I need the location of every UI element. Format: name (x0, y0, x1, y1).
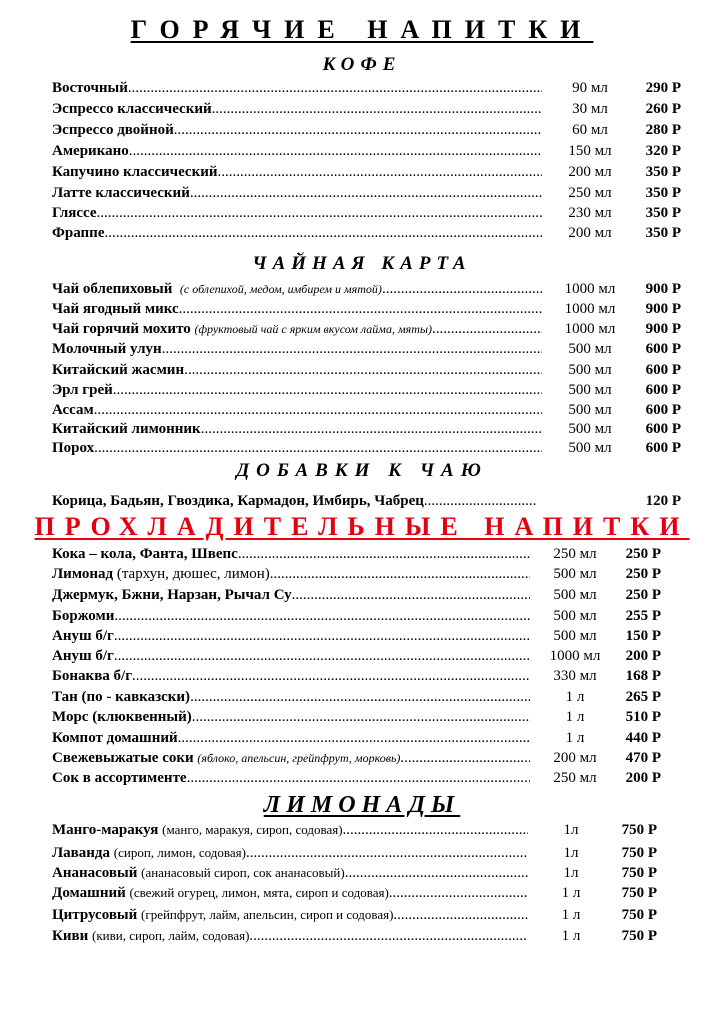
item-volume: 1л (563, 845, 579, 861)
menu-item-row (52, 421, 542, 441)
item-volume: 1л (563, 865, 579, 881)
item-name: Фраппе (52, 225, 105, 241)
dot-leader (192, 709, 530, 726)
item-volume: 500 мл (553, 587, 597, 603)
menu-item-row (52, 628, 530, 648)
item-volume: 1000 мл (549, 648, 601, 664)
section-title-hot-drinks: ГОРЯЧИЕ НАПИТКИ (130, 15, 594, 44)
item-name: Киви (52, 928, 89, 944)
menu-item-row (52, 770, 530, 790)
item-name: Манго-маракуя (52, 822, 159, 838)
dot-leader (212, 101, 542, 118)
menu-item-row (52, 566, 530, 586)
item-volume: 250 мл (553, 546, 597, 562)
item-price: 350 Р (645, 205, 681, 221)
item-price: 150 Р (625, 628, 661, 644)
item-name: Чай горячий мохито (52, 321, 191, 337)
item-price: 260 Р (645, 101, 681, 117)
item-name: Американо (52, 143, 129, 159)
dot-leader (187, 770, 530, 787)
item-name: Домашний (52, 885, 126, 901)
item-volume: 230 мл (568, 205, 612, 221)
item-note: (грейпфрут, лайм, апельсин, сироп и содовая) (141, 907, 394, 922)
item-price: 750 Р (621, 822, 657, 838)
item-volume: 1 л (561, 928, 581, 944)
dot-leader (97, 205, 542, 222)
item-volume: 500 мл (553, 566, 597, 582)
item-name: Свежевыжатые соки (52, 750, 194, 766)
dot-leader (238, 546, 530, 563)
menu-item-row (52, 122, 542, 142)
item-name: Чай облепиховый (52, 281, 173, 297)
menu-item-row (52, 205, 542, 225)
item-volume: 200 мл (568, 164, 612, 180)
item-volume: 330 мл (553, 668, 597, 684)
item-note: (фруктовый чай с ярким вкусом лайма, мяты) (194, 322, 432, 336)
menu-item-row (52, 440, 542, 460)
item-volume: 200 мл (553, 750, 597, 766)
item-price: 250 Р (625, 566, 661, 582)
menu-item-row (52, 321, 542, 341)
menu-item-row (52, 341, 542, 361)
item-name: Лимонад (52, 566, 114, 582)
menu-item-row (52, 546, 530, 566)
dot-leader (132, 668, 530, 685)
menu-item-row (52, 865, 528, 885)
dot-leader (179, 301, 542, 318)
dot-leader (343, 822, 528, 839)
item-note: (с облепихой, медом, имбирем и мятой) (179, 282, 382, 296)
item-price: 750 Р (621, 885, 657, 901)
dot-leader (162, 341, 542, 358)
item-price: 265 Р (625, 689, 661, 705)
item-volume: 500 мл (553, 628, 597, 644)
menu-item-row (52, 709, 530, 729)
item-price: 510 Р (625, 709, 661, 725)
menu-item-row (52, 750, 530, 770)
dot-leader (178, 730, 530, 747)
dot-leader (201, 421, 542, 438)
item-volume: 1 л (565, 730, 585, 746)
subsection-title-coffee: КОФЕ (322, 54, 402, 75)
item-price: 470 Р (625, 750, 661, 766)
item-volume: 60 мл (572, 122, 608, 138)
item-volume: 30 мл (572, 101, 608, 117)
dot-leader (389, 885, 528, 902)
menu-item-row (52, 668, 530, 688)
item-price: 600 Р (645, 421, 681, 437)
item-volume: 1л (563, 822, 579, 838)
menu-item-row (52, 730, 530, 750)
dot-leader (393, 907, 528, 924)
item-price: 440 Р (625, 730, 661, 746)
dot-leader (218, 164, 542, 181)
menu-item-row (52, 885, 528, 905)
item-name: Эспрессо двойной (52, 122, 174, 138)
item-price: 900 Р (645, 301, 681, 317)
item-name: Китайский жасмин (52, 362, 185, 378)
menu-item-row (52, 281, 542, 301)
menu-item-row (52, 608, 530, 628)
item-volume: 500 мл (568, 440, 612, 456)
item-note: (тархун, дюшес, лимон) (116, 566, 270, 582)
item-volume: 500 мл (568, 421, 612, 437)
item-note: (свежий огурец, лимон, мята, сироп и содовая) (129, 885, 389, 900)
item-price: 600 Р (645, 440, 681, 456)
item-name: Чай ягодный микс (52, 301, 179, 317)
item-volume: 1000 мл (564, 301, 616, 317)
item-name: Корица, Бадьян, Гвоздика, Кармадон, Имбирь, Чабрец (52, 493, 424, 509)
item-price: 750 Р (621, 928, 657, 944)
item-price: 750 Р (621, 845, 657, 861)
item-volume: 1 л (561, 885, 581, 901)
item-note: (киви, сироп, лайм, содовая) (92, 928, 250, 943)
dot-leader (104, 225, 542, 242)
item-name: Сок в ассортименте (52, 770, 187, 786)
item-name: Гляссе (52, 205, 97, 221)
item-name: Ануш б/г (52, 628, 114, 644)
item-price: 290 Р (645, 80, 681, 96)
item-volume: 250 мл (568, 185, 612, 201)
item-name: Латте классический (52, 185, 190, 201)
menu-item-row (52, 101, 542, 121)
dot-leader (94, 402, 542, 419)
item-price: 250 Р (625, 546, 661, 562)
item-price: 200 Р (625, 648, 661, 664)
dot-leader (292, 587, 530, 604)
item-name: Бонаква б/г (52, 668, 133, 684)
menu-item-row (52, 928, 528, 948)
dot-leader (174, 122, 542, 139)
item-price: 350 Р (645, 185, 681, 201)
dot-leader (246, 845, 528, 862)
item-price: 750 Р (621, 907, 657, 923)
dot-leader (128, 80, 542, 97)
item-volume: 500 мл (568, 341, 612, 357)
item-name: Морс (клюквенный) (52, 709, 192, 725)
item-volume: 500 мл (568, 382, 612, 398)
dot-leader (129, 143, 542, 160)
section-title-lemonades: ЛИМОНАДЫ (263, 792, 461, 818)
menu-item-row (52, 845, 528, 865)
menu-item-row (52, 143, 542, 163)
item-name: Джермук, Бжни, Нарзан, Рычал Су (52, 587, 292, 603)
item-name: Боржоми (52, 608, 115, 624)
item-price: 350 Р (645, 164, 681, 180)
item-name: Ассам (52, 402, 94, 418)
item-note: (яблоко, апельсин, грейпфрут, морковь) (197, 751, 401, 765)
item-volume: 250 мл (553, 770, 597, 786)
dot-leader (345, 865, 528, 882)
item-name: Эрл грей (52, 382, 113, 398)
menu-item-row (52, 689, 530, 709)
item-volume: 200 мл (568, 225, 612, 241)
dot-leader (424, 493, 536, 510)
item-volume: 1 л (561, 907, 581, 923)
menu-item-row (52, 185, 542, 205)
item-price: 600 Р (645, 341, 681, 357)
item-price: 250 Р (625, 587, 661, 603)
item-note: (сироп, лимон, содовая) (113, 845, 246, 860)
subsection-title-additives: ДОБАВКИ К ЧАЮ (236, 460, 488, 481)
subsection-title-tea: ЧАЙНАЯ КАРТА (252, 253, 472, 274)
item-price: 600 Р (645, 382, 681, 398)
item-name: Ананасовый (52, 865, 138, 881)
item-name: Компот домашний (52, 730, 178, 746)
dot-leader (114, 648, 530, 665)
item-price: 600 Р (645, 362, 681, 378)
dot-leader (184, 362, 542, 379)
item-price: 200 Р (625, 770, 661, 786)
item-name: Порох (52, 440, 95, 456)
item-name: Молочный улун (52, 341, 162, 357)
item-price: 320 Р (645, 143, 681, 159)
item-note: (ананасовый сироп, сок ананасовый) (141, 865, 345, 880)
item-name: Восточный (52, 80, 128, 96)
item-name: Ануш б/г (52, 648, 114, 664)
dot-leader (432, 321, 542, 338)
menu-item-row (52, 907, 528, 927)
item-name: Эспрессо классический (52, 101, 212, 117)
menu-item-row (52, 822, 528, 842)
item-name: Лаванда (52, 845, 111, 861)
menu-item-row (52, 164, 542, 184)
item-name: Тан (по - кавказски) (52, 689, 191, 705)
menu-item-row (52, 225, 542, 245)
item-name: Цитрусовый (52, 907, 138, 923)
menu-item-row (52, 80, 542, 100)
item-name: Кока – кола, Фанта, Швепс (52, 546, 238, 562)
menu-item-row (52, 362, 542, 382)
item-price: 900 Р (645, 281, 681, 297)
item-name: Китайский лимонник (52, 421, 201, 437)
item-price: 280 Р (645, 122, 681, 138)
menu-item-row (52, 648, 530, 668)
item-volume: 1000 мл (564, 281, 616, 297)
dot-leader (113, 382, 542, 399)
dot-leader (270, 566, 530, 583)
item-volume: 90 мл (572, 80, 608, 96)
item-volume: 150 мл (568, 143, 612, 159)
dot-leader (190, 185, 542, 202)
dot-leader (114, 608, 530, 625)
item-volume: 1000 мл (564, 321, 616, 337)
item-price: 750 Р (621, 865, 657, 881)
dot-leader (400, 750, 530, 767)
menu-item-row (52, 382, 542, 402)
item-volume: 500 мл (568, 402, 612, 418)
dot-leader (94, 440, 542, 457)
menu-item-row (52, 587, 530, 607)
item-price: 120 Р (645, 493, 681, 509)
dot-leader (382, 281, 542, 298)
dot-leader (249, 928, 528, 945)
item-price: 168 Р (625, 668, 661, 684)
item-volume: 1 л (565, 709, 585, 725)
item-volume: 500 мл (553, 608, 597, 624)
item-name: Капучино классический (52, 164, 218, 180)
menu-item-row (52, 493, 536, 513)
item-volume: 500 мл (568, 362, 612, 378)
section-title-cold-drinks: ПРОХЛАДИТЕЛЬНЫЕ НАПИТКИ (34, 512, 690, 541)
menu-item-row (52, 402, 542, 422)
item-price: 350 Р (645, 225, 681, 241)
dot-leader (114, 628, 530, 645)
item-price: 600 Р (645, 402, 681, 418)
dot-leader (190, 689, 530, 706)
menu-item-row (52, 301, 542, 321)
item-note: (манго, маракуя, сироп, содовая) (162, 822, 343, 837)
item-price: 255 Р (625, 608, 661, 624)
item-volume: 1 л (565, 689, 585, 705)
item-price: 900 Р (645, 321, 681, 337)
